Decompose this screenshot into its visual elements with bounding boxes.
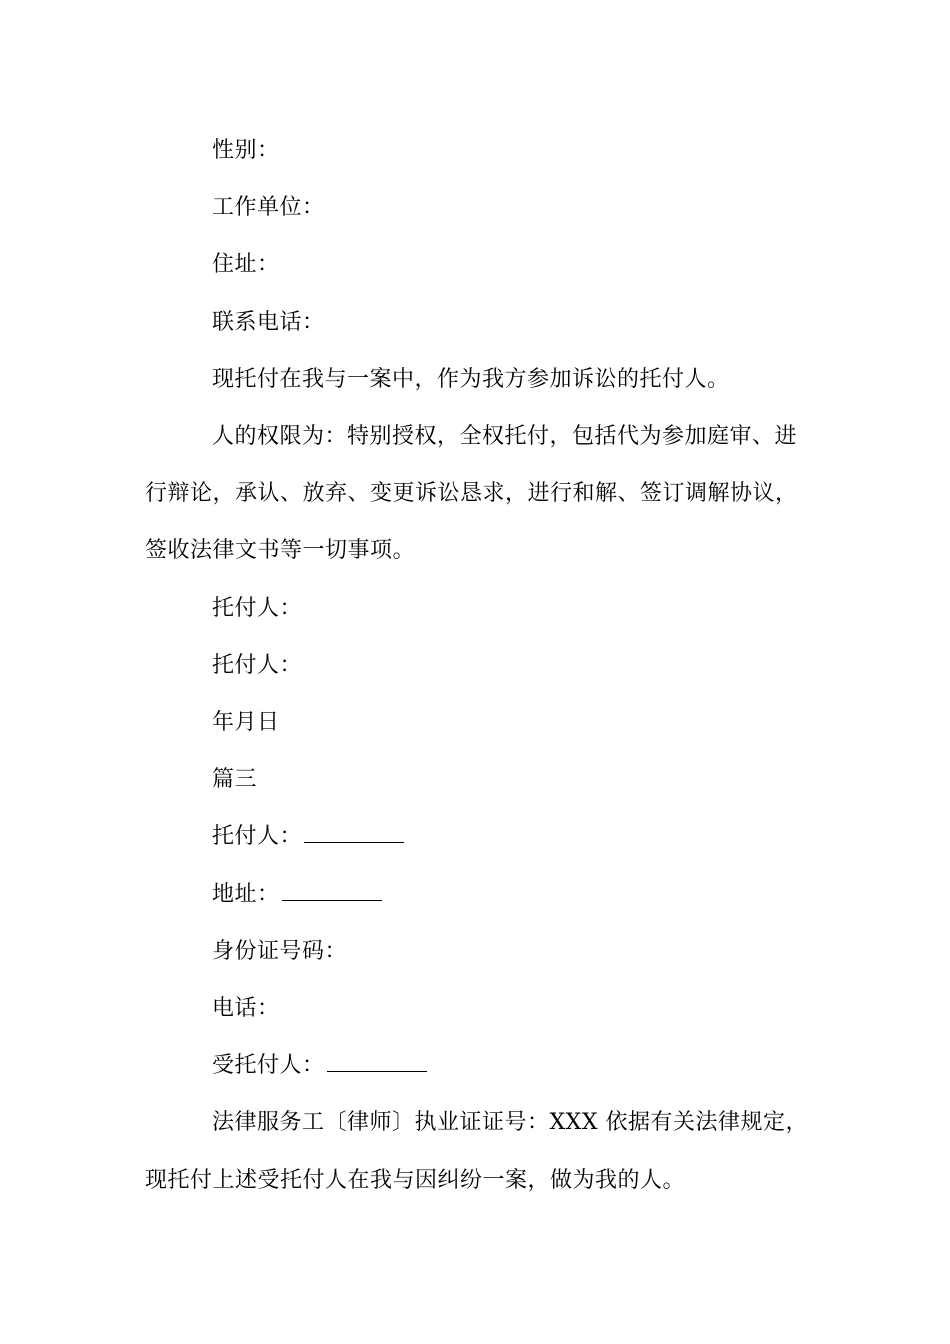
gender-field-label: 性别： [212,138,280,163]
section-heading: 篇三 [212,767,258,792]
phone-field-label-2: 电话： [212,996,280,1021]
work-unit-field-label: 工作单位： [212,195,325,220]
principal-signature-label: 托付人： [212,596,303,621]
lawyer-license-line: 法律服务工〔律师〕执业证证号：XXX 依据有关法律规定， [212,1110,808,1135]
principal-signature-label-2: 托付人： [212,653,303,678]
authority-paragraph-line-2: 行辩论，承认、放弃、变更诉讼恳求，进行和解、签订调解协议， [145,481,798,506]
address-field-label: 住址： [212,252,280,277]
agent-field [212,1051,427,1081]
address-blank-line [282,882,382,901]
entrust-statement: 现托付在我与一案中，作为我方参加诉讼的托付人。 [212,367,730,392]
principal-blank-line [304,824,404,843]
authority-paragraph-line-3: 签收法律文书等一切事项。 [145,538,416,563]
address-field-label-2: 地址： [212,882,280,907]
agent-blank-line [327,1053,427,1072]
principal-field-label: 托付人： [212,824,303,849]
date-label: 年月日 [212,710,280,735]
agent-field-label: 受托付人： [212,1053,325,1078]
phone-field-label: 联系电话： [212,310,325,335]
principal-field [212,822,404,852]
address-field [212,880,382,910]
entrust-closing-line: 现托付上述受托付人在我与因纠纷一案，做为我的人。 [145,1168,686,1193]
authority-paragraph-line-1: 人的权限为：特别授权，全权托付，包括代为参加庭审、进 [212,424,798,449]
id-number-field-label: 身份证号码： [212,939,348,964]
